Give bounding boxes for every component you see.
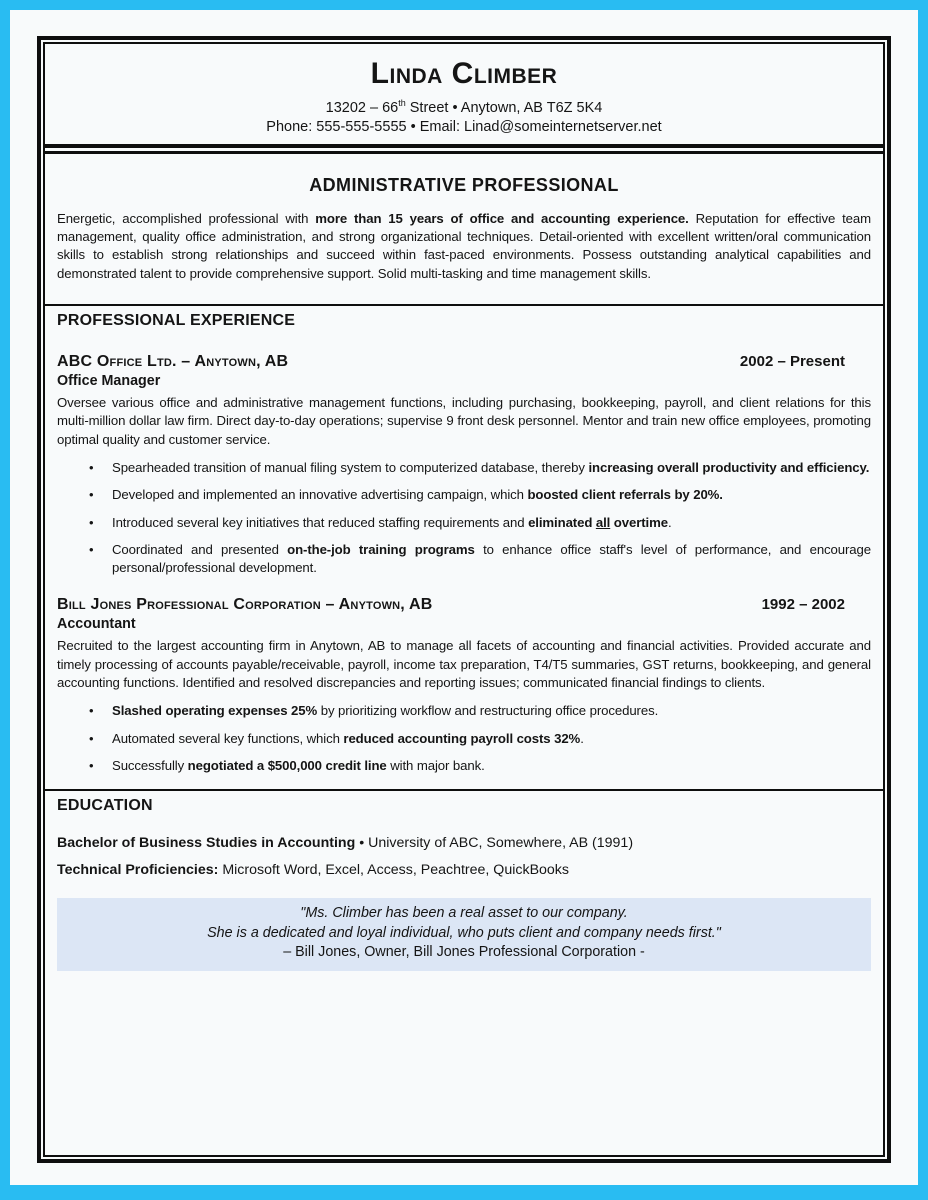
education-degree: Bachelor of Business Studies in Accounting • University of ABC, Somewhere, AB (1991) [57,835,634,852]
experience-section-heading: PROFESSIONAL EXPERIENCE [57,312,296,330]
header-divider [45,144,883,154]
education-section-heading: EDUCATION [57,797,153,815]
job-role: Office Manager [57,373,161,390]
job-bullet: • Introduced several key initiatives that reduced staffing requirements and eliminated all overtime. [87,514,871,532]
job-dates: 1992 – 2002 [761,596,845,614]
job-company: ABC Office Ltd. – Anytown, AB [57,353,289,371]
education-section-divider [45,789,883,791]
job-description: Oversee various office and administrative management functions, including purchasing, bookkeeping, payroll, and client relations for this multi-million dollar law firm. Direct day-to-day operations; supervise 9 front desk personnel. Mentor and train new office employees, promoting optimal quality and customer service. [57,395,871,447]
job-entry [57,596,871,775]
testimonial-box [57,898,871,971]
address-pre: 13202 – 66 [325,99,399,116]
job-company: Bill Jones Professional Corporation – Anytown, AB [57,596,433,614]
job-bullet: • Slashed operating expenses 25% by prioritizing workflow and restructuring office procedures. [87,702,871,720]
resume-headline: ADMINISTRATIVE PROFESSIONAL [309,174,619,195]
address-post: Street • Anytown, AB T6Z 5K4 [405,99,603,116]
resume-frame [37,36,891,1163]
job-bullet-list [87,702,871,775]
testimonial-quote-line-2: She is a dedicated and loyal individual, who puts client and company needs first." [207,924,721,941]
contact-line: Phone: 555-555-5555 • Email: Linad@someinternetserver.net [266,118,662,135]
job-bullet-list [87,459,871,577]
job-entry [57,353,871,577]
job-bullet: • Coordinated and presented on-the-job training programs to enhance office staff's level of performance, and encourage personal/professional development. [87,541,871,578]
testimonial-attribution: – Bill Jones, Owner, Bill Jones Professional Corporation - [283,944,645,961]
resume-page [10,10,918,1185]
resume-content [45,44,883,1155]
address-ordinal-suffix: th [398,98,406,108]
experience-section-divider [45,304,883,306]
job-bullet: • Spearheaded transition of manual filing system to computerized database, thereby increasing overall productivity and efficiency. [87,459,871,477]
job-description: Recruited to the largest accounting firm in Anytown, AB to manage all facets of accounting and financial activities. Provided accurate and timely processing of accounts payable/receivable, payroll, income tax preparation, T4/T5 summaries, GST returns, bookkeeping, and general accounting functions. Identified and resolved discrepancies and reporting issues; communicated financial findings to clients. [57,638,871,690]
resume-frame-inner-border [43,42,885,1157]
address-line [57,94,871,118]
candidate-name: Linda Climber [370,57,558,90]
job-dates: 2002 – Present [739,353,845,371]
summary-paragraph: Energetic, accomplished professional with more than 15 years of office and accounting experience. Reputation for effective team management, quality office administration, and strong organizational techniques. Detail-oriented with excellent written/oral communication skills to establish strong relationships and succeed within fast-paced environments. Possess outstanding analytical capabilities and demonstrated talent to provide comprehensive support. Solid multi-tasking and time management skills. [57,210,872,281]
technical-proficiencies: Technical Proficiencies: Microsoft Word, Excel, Access, Peachtree, QuickBooks [57,862,569,879]
job-header [57,353,871,371]
testimonial-quote-line-1: "Ms. Climber has been a real asset to our company. [300,905,628,922]
job-role: Accountant [57,616,136,633]
job-bullet: • Developed and implemented an innovative advertising campaign, which boosted client referrals by 20%. [87,486,871,504]
job-bullet: • Automated several key functions, which reduced accounting payroll costs 32%. [87,730,871,748]
job-bullet: • Successfully negotiated a $500,000 credit line with major bank. [87,757,871,775]
job-header [57,596,871,614]
